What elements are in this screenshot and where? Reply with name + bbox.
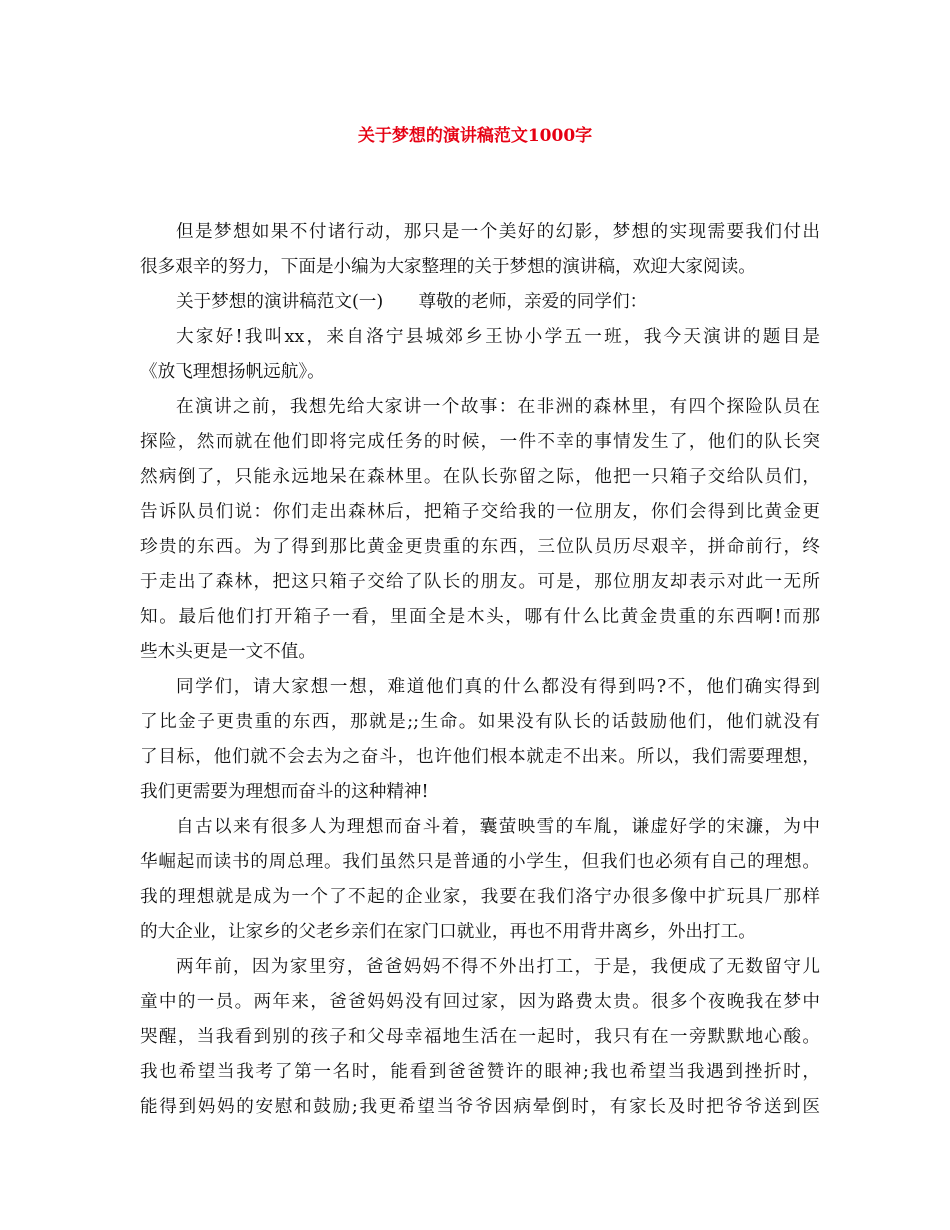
paragraph-line: 同学们，请大家想一想，难道他们真的什么都没有得到吗?不，他们确实得到 xyxy=(176,677,820,697)
paragraph-line: 大家好!我叫xx，来自洛宁县城郊乡王协小学五一班，我今天演讲的题目是 xyxy=(176,327,820,347)
paragraph-line: 珍贵的东西。为了得到那比黄金更贵重的东西，三位队员历尽艰辛，拼命前行，终 xyxy=(140,537,820,557)
paragraph-line: 哭醒，当我看到别的孩子和父母幸福地生活在一起时，我只有在一旁默默地心酸。 xyxy=(140,1027,820,1047)
paragraph-line: 在演讲之前，我想先给大家讲一个故事：在非洲的森林里，有四个探险队员在 xyxy=(176,397,820,417)
paragraph-line: 我的理想就是成为一个了不起的企业家，我要在我们洛宁办很多像中扩玩具厂那样 xyxy=(140,887,820,907)
paragraph-line: 然病倒了，只能永远地呆在森林里。在队长弥留之际，他把一只箱子交给队员们， xyxy=(140,467,820,487)
paragraph-line: 的大企业，让家乡的父老乡亲们在家门口就业，再也不用背井离乡，外出打工。 xyxy=(140,922,756,942)
paragraph-line: 童中的一员。两年来，爸爸妈妈没有回过家，因为路费太贵。很多个夜晚我在梦中 xyxy=(140,992,820,1012)
paragraph-line: 《放飞理想扬帆远航》。 xyxy=(140,362,325,382)
paragraph-line: 了目标，他们就不会去为之奋斗，也许他们根本就走不出来。所以，我们需要理想， xyxy=(140,747,820,767)
paragraph-line: 自古以来有很多人为理想而奋斗着，囊萤映雪的车胤，谦虚好学的宋濂，为中 xyxy=(176,817,820,837)
paragraph-line: 关于梦想的演讲稿范文(一) 尊敬的老师，亲爱的同学们： xyxy=(176,292,648,312)
paragraph-line: 告诉队员们说：你们走出森林后，把箱子交给我的一位朋友，你们会得到比黄金更 xyxy=(140,502,820,522)
paragraph-line: 华崛起而读书的周总理。我们虽然只是普通的小学生，但我们也必须有自己的理想。 xyxy=(140,852,820,872)
paragraph-line: 知。最后他们打开箱子一看，里面全是木头，哪有什么比黄金贵重的东西啊!而那 xyxy=(140,607,820,627)
paragraph-line: 很多艰辛的努力，下面是小编为大家整理的关于梦想的演讲稿，欢迎大家阅读。 xyxy=(140,257,756,277)
paragraph-line: 我也希望当我考了第一名时，能看到爸爸赞许的眼神;我也希望当我遇到挫折时， xyxy=(140,1062,820,1082)
paragraph-line: 能得到妈妈的安慰和鼓励;我更希望当爷爷因病晕倒时，有家长及时把爷爷送到医 xyxy=(140,1097,820,1117)
document-title: 关于梦想的演讲稿范文1000字 xyxy=(357,126,593,146)
paragraph-line: 了比金子更贵重的东西，那就是;;生命。如果没有队长的话鼓励他们，他们就没有 xyxy=(140,712,820,732)
paragraph-line: 于走出了森林，把这只箱子交给了队长的朋友。可是，那位朋友却表示对此一无所 xyxy=(140,572,820,592)
paragraph-line: 探险，然而就在他们即将完成任务的时候，一件不幸的事情发生了，他们的队长突 xyxy=(140,432,820,452)
paragraph-line: 我们更需要为理想而奋斗的这种精神! xyxy=(140,782,429,802)
paragraph-line: 但是梦想如果不付诸行动，那只是一个美好的幻影，梦想的实现需要我们付出 xyxy=(176,222,820,242)
paragraph-line: 两年前，因为家里穷，爸爸妈妈不得不外出打工，于是，我便成了无数留守儿 xyxy=(176,957,820,977)
paragraph-line: 些木头更是一文不值。 xyxy=(140,642,316,662)
